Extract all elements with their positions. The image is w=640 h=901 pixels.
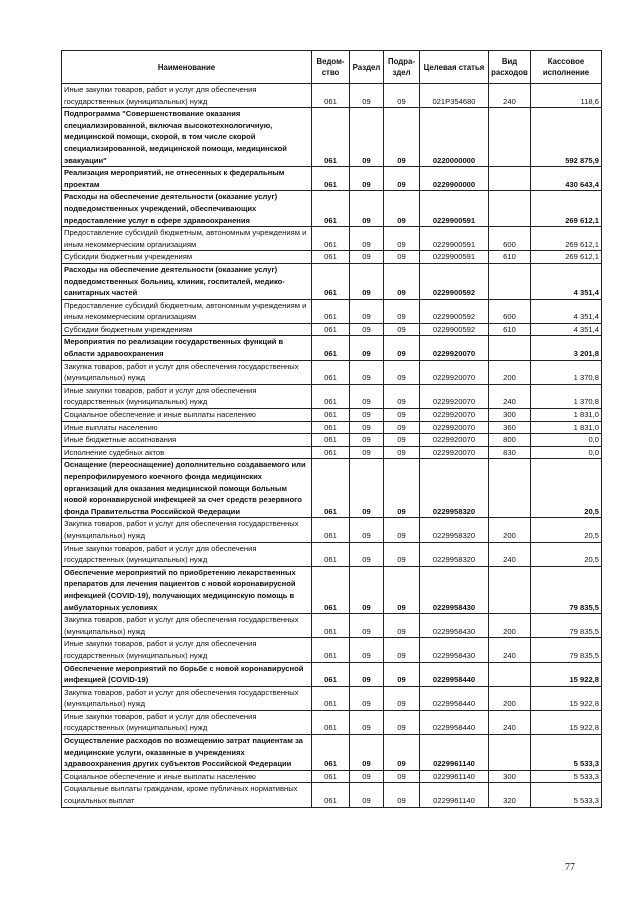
table-row (62, 421, 602, 434)
row-ministry-cell: 061 (312, 735, 350, 771)
row-expense-type-cell: 800 (489, 434, 531, 447)
row-amount-cell: 269 612,1 (531, 251, 602, 264)
row-target-cell: 0229920070 (420, 336, 489, 360)
row-subsection-cell: 09 (384, 84, 420, 108)
row-name-cell: Закупка товаров, работ и услуг для обеспечения государственных (муниципальных) нужд (62, 686, 312, 710)
row-target-cell: 0229958320 (420, 518, 489, 542)
row-amount-cell: 118,6 (531, 84, 602, 108)
row-target-cell: 0229958440 (420, 662, 489, 686)
row-subsection-cell: 09 (384, 409, 420, 422)
row-section-cell: 09 (350, 735, 384, 771)
table-header-row (62, 51, 602, 84)
row-subsection-cell: 09 (384, 638, 420, 662)
row-section-cell: 09 (350, 108, 384, 167)
row-amount-cell: 20,5 (531, 542, 602, 566)
row-expense-type-cell: 830 (489, 446, 531, 459)
row-subsection-cell: 09 (384, 662, 420, 686)
row-ministry-cell: 061 (312, 227, 350, 251)
row-amount-cell: 4 351,4 (531, 263, 602, 299)
row-section-cell: 09 (350, 191, 384, 227)
row-expense-type-cell (489, 167, 531, 191)
row-expense-type-cell: 360 (489, 421, 531, 434)
row-amount-cell: 5 533,3 (531, 783, 602, 807)
row-section-cell: 09 (350, 421, 384, 434)
table-row (62, 686, 602, 710)
row-amount-cell: 592 875,9 (531, 108, 602, 167)
row-subsection-cell: 09 (384, 167, 420, 191)
row-target-cell: 0229958430 (420, 614, 489, 638)
row-amount-cell: 15 922,8 (531, 686, 602, 710)
row-name-cell: Предоставление субсидий бюджетным, автономным учреждениям и иным некоммерческим организациям (62, 227, 312, 251)
row-amount-cell: 269 612,1 (531, 227, 602, 251)
row-ministry-cell: 061 (312, 409, 350, 422)
row-ministry-cell: 061 (312, 518, 350, 542)
row-expense-type-cell: 600 (489, 299, 531, 323)
row-name-cell: Осуществление расходов по возмещению затрат пациентам за медицинские услуги, оказанные в учреждениях здравоохранения других субъектов Российской Федерации (62, 735, 312, 771)
table-body (62, 84, 602, 808)
row-ministry-cell: 061 (312, 459, 350, 518)
table-row (62, 251, 602, 264)
row-subsection-cell: 09 (384, 518, 420, 542)
table-row (62, 710, 602, 734)
row-name-cell: Закупка товаров, работ и услуг для обеспечения государственных (муниципальных) нужд (62, 614, 312, 638)
table-row (62, 84, 602, 108)
row-expense-type-cell: 610 (489, 323, 531, 336)
row-name-cell: Исполнение судебных актов (62, 446, 312, 459)
row-amount-cell: 430 643,4 (531, 167, 602, 191)
row-name-cell: Иные закупки товаров, работ и услуг для обеспечения государственных (муниципальных) нужд (62, 638, 312, 662)
table-row (62, 299, 602, 323)
table-row (62, 360, 602, 384)
row-expense-type-cell: 200 (489, 360, 531, 384)
row-name-cell: Субсидии бюджетным учреждениям (62, 251, 312, 264)
row-section-cell: 09 (350, 686, 384, 710)
row-name-cell: Обеспечение мероприятий по борьбе с новой коронавирусной инфекцией (COVID-19) (62, 662, 312, 686)
row-target-cell: 0229920070 (420, 421, 489, 434)
row-amount-cell: 0,0 (531, 434, 602, 447)
row-section-cell: 09 (350, 299, 384, 323)
row-target-cell: 0229920070 (420, 409, 489, 422)
header-ministry: Ведом-ство (312, 51, 350, 84)
row-ministry-cell: 061 (312, 384, 350, 408)
row-amount-cell: 20,5 (531, 518, 602, 542)
row-expense-type-cell: 610 (489, 251, 531, 264)
row-expense-type-cell (489, 336, 531, 360)
row-expense-type-cell (489, 108, 531, 167)
row-subsection-cell: 09 (384, 614, 420, 638)
row-section-cell: 09 (350, 227, 384, 251)
row-subsection-cell: 09 (384, 299, 420, 323)
table-row (62, 227, 602, 251)
row-target-cell: 0229920070 (420, 434, 489, 447)
header-section: Раздел (350, 51, 384, 84)
row-subsection-cell: 09 (384, 263, 420, 299)
row-amount-cell: 1 370,8 (531, 360, 602, 384)
page-number: 77 (565, 862, 575, 873)
row-section-cell: 09 (350, 710, 384, 734)
header-subsection: Подра-здел (384, 51, 420, 84)
row-section-cell: 09 (350, 783, 384, 807)
row-name-cell: Социальное обеспечение и иные выплаты населению (62, 770, 312, 783)
row-ministry-cell: 061 (312, 299, 350, 323)
row-name-cell: Закупка товаров, работ и услуг для обеспечения государственных (муниципальных) нужд (62, 518, 312, 542)
row-amount-cell: 3 201,8 (531, 336, 602, 360)
row-name-cell: Иные закупки товаров, работ и услуг для обеспечения государственных (муниципальных) нужд (62, 710, 312, 734)
row-amount-cell: 15 922,8 (531, 662, 602, 686)
row-ministry-cell: 061 (312, 251, 350, 264)
row-subsection-cell: 09 (384, 686, 420, 710)
row-ministry-cell: 061 (312, 686, 350, 710)
row-section-cell: 09 (350, 323, 384, 336)
row-ministry-cell: 061 (312, 783, 350, 807)
row-subsection-cell: 09 (384, 251, 420, 264)
table-row (62, 735, 602, 771)
row-subsection-cell: 09 (384, 566, 420, 613)
row-name-cell: Иные бюджетные ассигнования (62, 434, 312, 447)
row-ministry-cell: 061 (312, 638, 350, 662)
row-target-cell: 0229900591 (420, 227, 489, 251)
table-row (62, 662, 602, 686)
row-name-cell: Обеспечение мероприятий по приобретению лекарственных препаратов для лечения пациентов с новой коронавирусной инфекцией (COVID-19), получающих медицинскую помощь в амбулаторных условиях (62, 566, 312, 613)
row-ministry-cell: 061 (312, 323, 350, 336)
table-row (62, 336, 602, 360)
row-ministry-cell: 061 (312, 360, 350, 384)
row-target-cell: 0229900592 (420, 323, 489, 336)
row-target-cell: 0229900591 (420, 191, 489, 227)
row-expense-type-cell (489, 263, 531, 299)
row-expense-type-cell: 300 (489, 409, 531, 422)
row-amount-cell: 0,0 (531, 446, 602, 459)
row-expense-type-cell (489, 566, 531, 613)
row-target-cell: 0229958440 (420, 710, 489, 734)
row-target-cell: 0229900592 (420, 299, 489, 323)
row-amount-cell: 5 533,3 (531, 735, 602, 771)
row-expense-type-cell: 200 (489, 518, 531, 542)
row-section-cell: 09 (350, 434, 384, 447)
row-name-cell: Мероприятия по реализации государственных функций в области здравоохранения (62, 336, 312, 360)
row-subsection-cell: 09 (384, 384, 420, 408)
row-expense-type-cell: 300 (489, 770, 531, 783)
row-section-cell: 09 (350, 336, 384, 360)
table-row (62, 783, 602, 807)
row-amount-cell: 4 351,4 (531, 299, 602, 323)
row-name-cell: Расходы на обеспечение деятельности (оказание услуг) подведомственных больниц, клиник, госпиталей, медико-санитарных частей (62, 263, 312, 299)
table-row (62, 434, 602, 447)
table-row (62, 263, 602, 299)
row-section-cell: 09 (350, 263, 384, 299)
row-target-cell: 0229958430 (420, 566, 489, 613)
row-section-cell: 09 (350, 542, 384, 566)
row-name-cell: Закупка товаров, работ и услуг для обеспечения государственных (муниципальных) нужд (62, 360, 312, 384)
table-row (62, 518, 602, 542)
header-expense-type: Вид расходов (489, 51, 531, 84)
table-row (62, 108, 602, 167)
row-subsection-cell: 09 (384, 421, 420, 434)
row-subsection-cell: 09 (384, 542, 420, 566)
row-subsection-cell: 09 (384, 735, 420, 771)
row-subsection-cell: 09 (384, 323, 420, 336)
table-row (62, 409, 602, 422)
table-row (62, 459, 602, 518)
row-amount-cell: 1 370,8 (531, 384, 602, 408)
row-section-cell: 09 (350, 409, 384, 422)
table-row (62, 614, 602, 638)
row-ministry-cell: 061 (312, 108, 350, 167)
row-subsection-cell: 09 (384, 783, 420, 807)
row-expense-type-cell: 240 (489, 542, 531, 566)
row-amount-cell: 20,5 (531, 459, 602, 518)
row-expense-type-cell: 600 (489, 227, 531, 251)
row-target-cell: 0229920070 (420, 384, 489, 408)
row-target-cell: 021P354680 (420, 84, 489, 108)
row-ministry-cell: 061 (312, 662, 350, 686)
row-ministry-cell: 061 (312, 434, 350, 447)
row-name-cell: Субсидии бюджетным учреждениям (62, 323, 312, 336)
row-amount-cell: 1 831,0 (531, 409, 602, 422)
row-subsection-cell: 09 (384, 770, 420, 783)
row-name-cell: Иные выплаты населению (62, 421, 312, 434)
table-row (62, 446, 602, 459)
row-section-cell: 09 (350, 360, 384, 384)
header-name: Наименование (62, 51, 312, 84)
row-amount-cell: 269 612,1 (531, 191, 602, 227)
row-amount-cell: 1 831,0 (531, 421, 602, 434)
row-ministry-cell: 061 (312, 421, 350, 434)
row-name-cell: Подпрограмма "Совершенствование оказания специализированной, включая высокотехнологичную, медицинской помощи, скорой, в том числе скорой специализированной, медицинской помощи, медицинской эвакуации" (62, 108, 312, 167)
table-row (62, 566, 602, 613)
row-ministry-cell: 061 (312, 614, 350, 638)
row-name-cell: Социальное обеспечение и иные выплаты населению (62, 409, 312, 422)
row-section-cell: 09 (350, 384, 384, 408)
row-expense-type-cell: 240 (489, 84, 531, 108)
row-target-cell: 0229900591 (420, 251, 489, 264)
row-target-cell: 0229961140 (420, 735, 489, 771)
row-expense-type-cell (489, 735, 531, 771)
row-name-cell: Иные закупки товаров, работ и услуг для обеспечения государственных (муниципальных) нужд (62, 84, 312, 108)
row-target-cell: 0229958440 (420, 686, 489, 710)
row-ministry-cell: 061 (312, 770, 350, 783)
header-amount: Кассовое исполнение (531, 51, 602, 84)
row-amount-cell: 5 533,3 (531, 770, 602, 783)
row-section-cell: 09 (350, 638, 384, 662)
row-target-cell: 0229961140 (420, 770, 489, 783)
row-name-cell: Расходы на обеспечение деятельности (оказание услуг) подведомственных учреждений, обеспечивающих предоставление услуг в сфере здравоохранения (62, 191, 312, 227)
row-name-cell: Иные закупки товаров, работ и услуг для обеспечения государственных (муниципальных) нужд (62, 542, 312, 566)
table-row (62, 542, 602, 566)
row-expense-type-cell: 240 (489, 638, 531, 662)
row-amount-cell: 79 835,5 (531, 566, 602, 613)
row-subsection-cell: 09 (384, 191, 420, 227)
row-expense-type-cell: 200 (489, 614, 531, 638)
row-subsection-cell: 09 (384, 227, 420, 251)
row-expense-type-cell: 200 (489, 686, 531, 710)
table-row (62, 191, 602, 227)
table-row (62, 770, 602, 783)
row-amount-cell: 79 835,5 (531, 614, 602, 638)
row-section-cell: 09 (350, 614, 384, 638)
row-section-cell: 09 (350, 167, 384, 191)
row-target-cell: 0229920070 (420, 446, 489, 459)
row-target-cell: 0229958320 (420, 459, 489, 518)
row-ministry-cell: 061 (312, 566, 350, 613)
row-target-cell: 0229958430 (420, 638, 489, 662)
header-target: Целевая статья (420, 51, 489, 84)
row-section-cell: 09 (350, 446, 384, 459)
row-target-cell: 0229961140 (420, 783, 489, 807)
table-row (62, 323, 602, 336)
table-row (62, 167, 602, 191)
row-ministry-cell: 061 (312, 542, 350, 566)
row-section-cell: 09 (350, 251, 384, 264)
row-subsection-cell: 09 (384, 360, 420, 384)
row-name-cell: Социальные выплаты гражданам, кроме публичных нормативных социальных выплат (62, 783, 312, 807)
table-row (62, 384, 602, 408)
row-section-cell: 09 (350, 518, 384, 542)
row-subsection-cell: 09 (384, 108, 420, 167)
row-ministry-cell: 061 (312, 191, 350, 227)
row-section-cell: 09 (350, 770, 384, 783)
row-expense-type-cell (489, 459, 531, 518)
row-expense-type-cell: 240 (489, 710, 531, 734)
row-target-cell: 0220000000 (420, 108, 489, 167)
row-target-cell: 0229900592 (420, 263, 489, 299)
row-ministry-cell: 061 (312, 446, 350, 459)
row-target-cell: 0229958320 (420, 542, 489, 566)
row-name-cell: Иные закупки товаров, работ и услуг для обеспечения государственных (муниципальных) нужд (62, 384, 312, 408)
row-name-cell: Реализация мероприятий, не отнесенных к федеральным проектам (62, 167, 312, 191)
row-expense-type-cell (489, 662, 531, 686)
row-section-cell: 09 (350, 84, 384, 108)
row-amount-cell: 79 835,5 (531, 638, 602, 662)
row-section-cell: 09 (350, 662, 384, 686)
row-subsection-cell: 09 (384, 459, 420, 518)
row-section-cell: 09 (350, 459, 384, 518)
row-ministry-cell: 061 (312, 167, 350, 191)
row-name-cell: Оснащение (переоснащение) дополнительно создаваемого или перепрофилируемого коечного фонда медицинских организаций для оказания медицинской помощи больным новой коронавирусной инфекцией за счет средств резервного фонда Правительства Российской Федерации (62, 459, 312, 518)
row-name-cell: Предоставление субсидий бюджетным, автономным учреждениям и иным некоммерческим организациям (62, 299, 312, 323)
row-subsection-cell: 09 (384, 710, 420, 734)
row-expense-type-cell (489, 191, 531, 227)
row-section-cell: 09 (350, 566, 384, 613)
row-expense-type-cell: 240 (489, 384, 531, 408)
row-ministry-cell: 061 (312, 336, 350, 360)
row-subsection-cell: 09 (384, 336, 420, 360)
row-amount-cell: 15 922,8 (531, 710, 602, 734)
table-row (62, 638, 602, 662)
row-ministry-cell: 061 (312, 710, 350, 734)
row-expense-type-cell: 320 (489, 783, 531, 807)
row-ministry-cell: 061 (312, 263, 350, 299)
row-subsection-cell: 09 (384, 434, 420, 447)
row-subsection-cell: 09 (384, 446, 420, 459)
row-ministry-cell: 061 (312, 84, 350, 108)
budget-execution-table (61, 50, 602, 808)
row-amount-cell: 4 351,4 (531, 323, 602, 336)
row-target-cell: 0229900000 (420, 167, 489, 191)
row-target-cell: 0229920070 (420, 360, 489, 384)
